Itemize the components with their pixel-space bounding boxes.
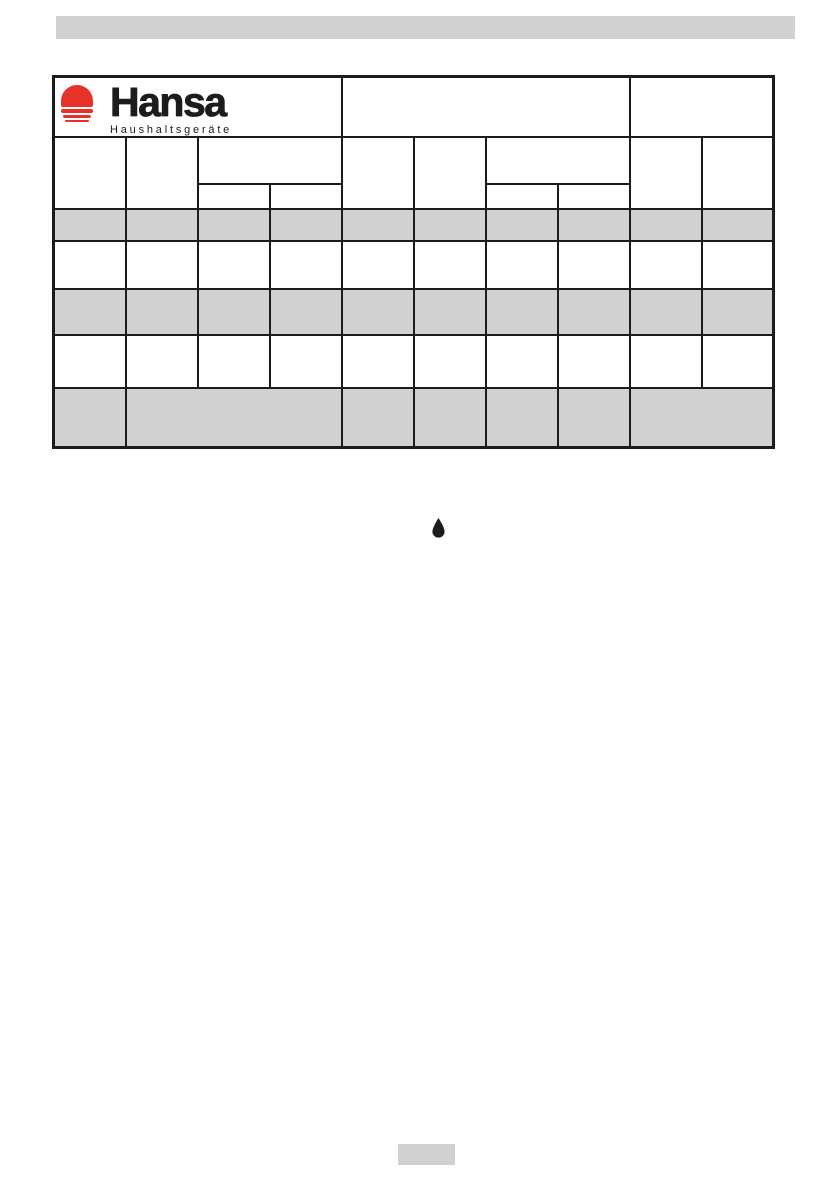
table-cell <box>126 388 342 448</box>
table-cell <box>414 335 486 388</box>
table-cell <box>630 137 702 209</box>
table-cell <box>630 209 702 241</box>
table-cell <box>198 335 270 388</box>
top-placeholder-bar <box>56 16 795 39</box>
table-cell <box>342 137 414 209</box>
table-cell <box>198 241 270 289</box>
footer-placeholder-box <box>398 1144 455 1165</box>
table-cell <box>198 184 270 209</box>
table-row <box>54 77 774 138</box>
table-cell <box>702 289 774 335</box>
table-cell <box>54 289 126 335</box>
table-cell <box>126 137 198 209</box>
table-cell <box>630 335 702 388</box>
table-cell <box>198 209 270 241</box>
table-row <box>54 335 774 388</box>
table-cell <box>558 289 630 335</box>
table-cell <box>342 77 630 138</box>
table-cell <box>342 289 414 335</box>
table-cell <box>126 209 198 241</box>
table-cell <box>270 241 342 289</box>
table-cell <box>342 209 414 241</box>
table-cell <box>126 289 198 335</box>
table-row <box>54 137 774 184</box>
table-cell <box>702 209 774 241</box>
table-cell <box>270 335 342 388</box>
table-cell <box>414 289 486 335</box>
table-cell <box>414 209 486 241</box>
table-cell <box>342 241 414 289</box>
table-cell <box>414 388 486 448</box>
rising-sun-icon <box>61 85 93 120</box>
table-row <box>54 209 774 241</box>
table-cell <box>342 335 414 388</box>
table-cell <box>486 289 558 335</box>
hansa-logo <box>55 78 341 136</box>
table-row <box>54 241 774 289</box>
table-cell <box>198 289 270 335</box>
table-row <box>54 388 774 448</box>
logo-cell <box>54 77 342 138</box>
table-cell <box>702 241 774 289</box>
table-cell <box>630 77 774 138</box>
table-cell <box>126 335 198 388</box>
table-cell <box>126 241 198 289</box>
spec-table <box>52 75 775 449</box>
table-cell <box>486 335 558 388</box>
table-cell <box>702 335 774 388</box>
table-cell <box>558 241 630 289</box>
table-cell <box>558 184 630 209</box>
table-cell <box>702 137 774 209</box>
table-cell <box>54 335 126 388</box>
table-cell <box>198 137 342 184</box>
table-cell <box>270 209 342 241</box>
logo-text <box>110 79 233 136</box>
table-cell <box>558 388 630 448</box>
table-cell <box>630 388 774 448</box>
table-cell <box>486 137 630 184</box>
table-cell <box>54 209 126 241</box>
table-cell <box>486 184 558 209</box>
table-cell <box>630 241 702 289</box>
table-cell <box>414 241 486 289</box>
table-cell <box>270 289 342 335</box>
table-cell <box>414 137 486 209</box>
table-cell <box>54 137 126 209</box>
table-cell <box>342 388 414 448</box>
table-cell <box>486 388 558 448</box>
table-cell <box>630 289 702 335</box>
table-cell <box>486 209 558 241</box>
table-cell <box>486 241 558 289</box>
brand-subtitle: Haushaltsgeräte <box>110 124 233 136</box>
table-cell <box>270 184 342 209</box>
table-cell <box>54 388 126 448</box>
brand-wordmark: Hansa <box>110 79 226 125</box>
table-cell <box>558 335 630 388</box>
table-cell <box>558 209 630 241</box>
droplet-icon <box>432 518 445 538</box>
table-row <box>54 289 774 335</box>
table-cell <box>54 241 126 289</box>
